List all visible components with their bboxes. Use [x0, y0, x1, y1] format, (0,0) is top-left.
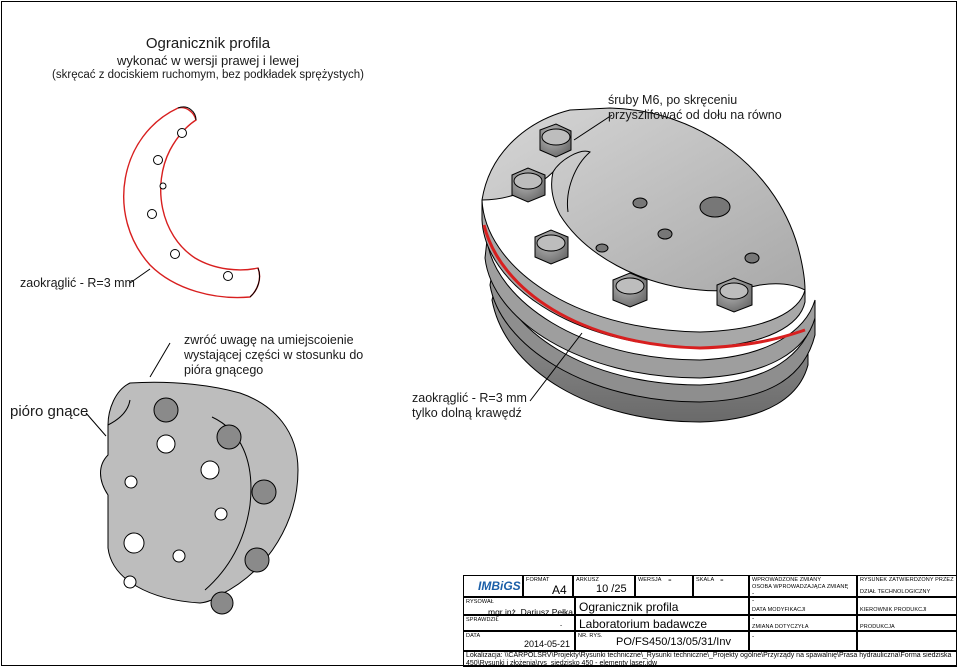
version-value: -	[668, 574, 672, 586]
changes-cell	[749, 575, 857, 597]
assembly-3d	[482, 108, 815, 422]
change-concerns-label: ZMIANA DOTYCZYŁA	[752, 624, 809, 630]
scale-cell	[693, 575, 749, 597]
prod-manager-label: KIEROWNIK PRODUKCJI	[860, 607, 927, 613]
screws-note-line1: śruby M6, po skręceniu	[608, 93, 738, 107]
part-name: Ogranicznik profila	[579, 600, 679, 614]
mod-date-label: DATA MODYFIKACJI	[752, 607, 806, 613]
drawing-number: PO/FS450/13/05/31/Inv	[616, 636, 731, 648]
rounding-note-1: zaokrąglić - R=3 mm	[20, 276, 135, 290]
company-logo: IMBiGS	[478, 579, 521, 593]
plate-outline-2d	[124, 107, 260, 298]
checked-label: SPRAWDZIŁ	[466, 617, 499, 623]
checked-value: -	[560, 622, 563, 629]
changes-label: WPROWADZONE ZMIANY	[752, 577, 822, 583]
position-note-line3: pióra gnącego	[184, 363, 264, 377]
rounding-note-2	[412, 391, 527, 421]
position-note-line1: zwróć uwagę na umiejscoienie	[184, 333, 354, 347]
drawing-number-cell	[575, 631, 749, 651]
mod-date-cell	[749, 597, 857, 615]
changes-value: -	[752, 597, 755, 604]
screws-note-line2: przyszlifować od dołu na równo	[608, 108, 782, 122]
drawing-number-label: NR. RYS.	[578, 633, 603, 639]
mod-date-value: -	[752, 615, 755, 622]
sheet-value: 10 /25	[596, 583, 627, 595]
title-block	[463, 575, 957, 667]
change-person-value: -	[752, 590, 755, 597]
scale-label: SKALA	[696, 577, 715, 583]
title-note-line2: wykonać w wersji prawej i lewej	[116, 53, 300, 68]
version-cell	[635, 575, 693, 597]
sheet-cell	[573, 575, 635, 597]
date-cell	[463, 631, 575, 651]
title-note-line1: Ogranicznik profila	[145, 35, 271, 52]
production-label: PRODUKCJA	[860, 624, 895, 630]
date-value: 2014-05-21	[524, 639, 571, 649]
title-note-line3: (skręcać z dociskiem ruchomym, bez podkładek sprężystych)	[52, 69, 364, 81]
mod-date-value-cell	[749, 615, 857, 631]
change-concerns-value: -	[752, 633, 755, 640]
bending-blade-label: pióro gnące	[10, 403, 89, 420]
prod-manager-cell	[857, 597, 957, 615]
checked-cell	[463, 615, 575, 631]
approved-label: RYSUNEK ZATWIERDZONY PRZEZ	[860, 577, 954, 583]
change-person-label: OSOBA WPROWADZAJĄCA ZMIANĘ	[752, 584, 849, 590]
production-value-cell	[857, 631, 957, 651]
date-label: DATA	[466, 633, 481, 639]
drew-label: RYSOWAŁ	[466, 599, 494, 605]
drew-value: mgr inż. Dariusz Pełka	[488, 607, 574, 617]
position-note	[184, 333, 363, 378]
rounding-note-2-line1: zaokrąglić - R=3 mm	[412, 391, 527, 405]
scale-value: -	[720, 574, 724, 586]
version-label: WERSJA	[638, 577, 662, 583]
sheet-label: ARKUSZ	[576, 577, 599, 583]
format-cell	[523, 575, 573, 597]
position-note-line2: wystającej części w stosunku do	[184, 348, 364, 362]
plate-top-view	[86, 343, 298, 614]
drew-cell	[463, 597, 575, 615]
logo-cell	[463, 575, 523, 597]
format-value: A4	[552, 583, 567, 597]
file-location: Lokalizacja: \\CARPOLSRV\Projekty\Rysunki techniczne\_Rysunki techniczne\_Projekty ogólne\Przyrządy na spawalnię\Prasa hydrauliczna\Forma siedziska 450\Rysunki i złożenia\rys_siedzisko 450 - elementy laser.idw	[463, 651, 957, 667]
title-note	[48, 35, 368, 83]
lab-name: Laboratorium badawcze	[579, 617, 708, 631]
tech-dept-label: DZIAŁ TECHNOLOGICZNY	[860, 589, 931, 595]
production-cell	[857, 615, 957, 631]
rounding-note-2-line2: tylko dolną krawędź	[412, 406, 522, 420]
approved-cell	[857, 575, 957, 597]
change-concerns-cell	[749, 631, 857, 651]
screws-note	[608, 93, 782, 123]
part-name-cell	[575, 597, 749, 615]
format-label: FORMAT	[526, 577, 550, 583]
lab-name-cell	[575, 615, 749, 631]
